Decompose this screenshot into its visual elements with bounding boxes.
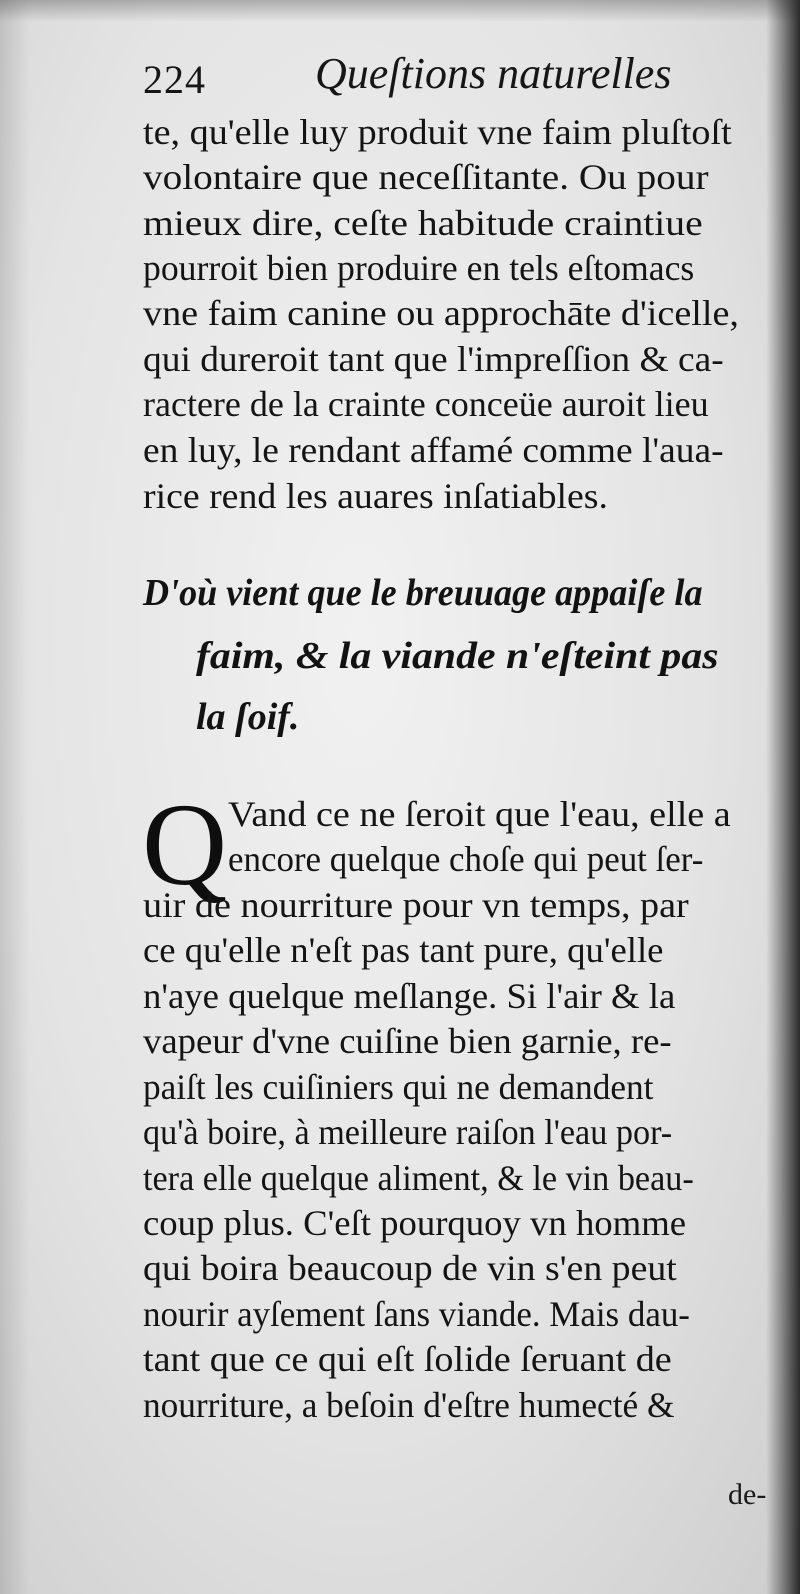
text-line: qu'à boire, à meilleure raiſon l'eau por- [143,1112,673,1152]
top-edge-shadow [0,0,800,22]
text-line: nourir ayſement ſans viande. Mais dau- [143,1294,690,1334]
text-line: vapeur d'vne cuiſine bien garnie, re- [143,1021,672,1061]
text-line: ractere de la crainte conceüe auroit lieu [143,384,709,424]
text-line: n'aye quelque meſlange. Si l'air & la [143,976,676,1016]
text-line: qui boira beaucoup de vin s'en peut [143,1248,677,1288]
text-line: ce qu'elle n'eſt pas tant pure, qu'elle [143,930,664,970]
section-title-line: D'où vient que le breuuage appaiſe la [143,572,703,614]
text-line: volontaire que neceſſitante. Ou pour [143,157,709,197]
text-line: tant que ce qui eſt ſolide ſeruant de [143,1339,672,1379]
text-line: qui dureroit tant que l'impreſſion & ca- [143,339,724,379]
text-line: nourriture, a beſoin d'eſtre humecté & [143,1385,675,1425]
text-line: rice rend les auares inſatiables. [143,476,608,516]
text-line: coup plus. C'eſt pourquoy vn homme [143,1203,687,1243]
page-number: 224 [143,57,206,102]
section-title-line: la ſoif. [196,696,300,738]
binding-gutter [766,0,800,1594]
text-line: paiſt les cuiſiniers qui ne demandent [143,1067,654,1107]
text-line: tera elle quelque aliment, & le vin beau- [143,1158,694,1198]
text-line: te, qu'elle luy produit vne faim pluſtoſt [143,112,732,152]
text-line: uir de nourriture pour vn temps, par [143,885,689,925]
text-line: pourroit bien produire en tels eſtomacs [143,248,695,288]
text-line: vne faim canine ou approchāte d'icelle, [143,293,739,333]
catchword: de- [728,1478,767,1511]
section-title-line: faim, & la viande n'eſteint pas [196,635,719,677]
page-header [143,48,763,106]
page-edge-shadow [0,0,30,1594]
text-line: mieux dire, ceſte habitude craintiue [143,203,703,243]
running-title: Queſtions naturelles [315,49,672,98]
text-line: Vand ce ne ſeroit que l'eau, elle a [228,794,731,834]
text-line: encore quelque choſe qui peut ſer- [228,839,704,879]
text-line: en luy, le rendant affamé comme l'aua- [143,430,724,470]
drop-cap: Q [142,779,228,910]
